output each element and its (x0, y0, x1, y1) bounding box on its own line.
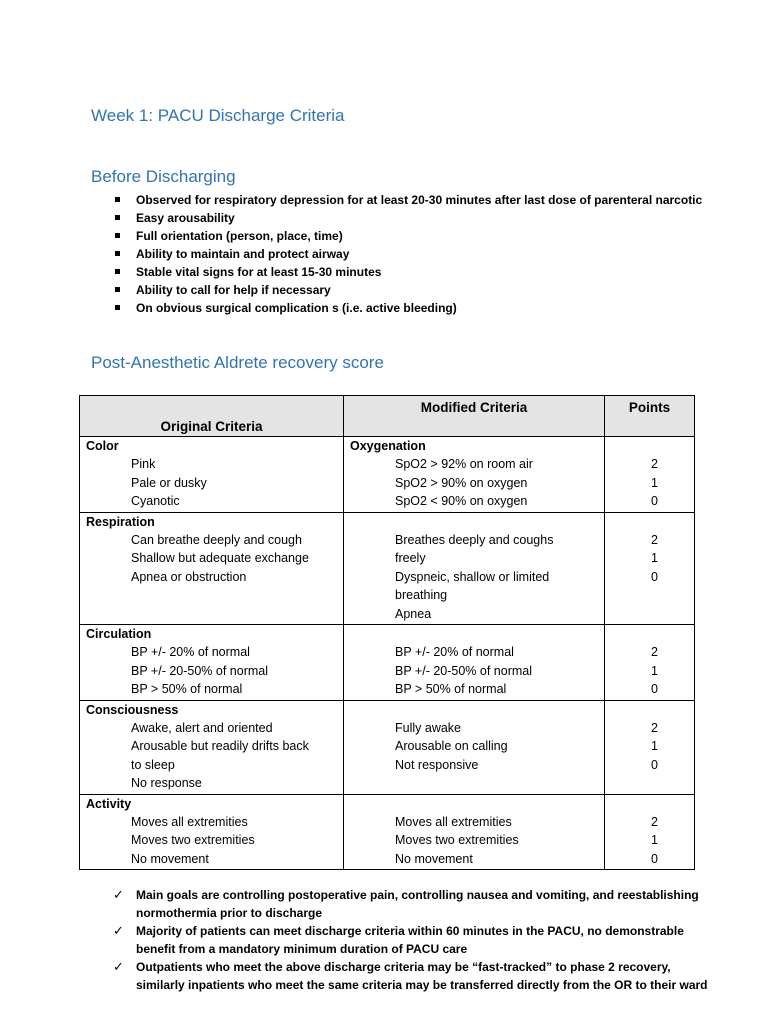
criteria-text: No movement (395, 851, 473, 866)
points-value: 0 (651, 682, 658, 696)
table-row (80, 625, 695, 701)
original-criteria-cell (80, 700, 344, 794)
table-row (80, 794, 695, 870)
criteria-text: BP +/- 20-50% of normal (395, 663, 532, 678)
criteria-text: Apnea (395, 606, 432, 621)
points-value: 2 (651, 532, 658, 547)
list-item: On obvious surgical complication s (i.e. active bleeding) (112, 299, 712, 317)
list-item: Ability to call for help if necessary (112, 281, 712, 299)
criteria-text: freely (395, 551, 426, 565)
table-row (80, 700, 695, 794)
criteria-text: breathing (395, 588, 448, 602)
category-label: Activity (86, 796, 132, 811)
points-value: 1 (651, 739, 658, 753)
modified-criteria-cell (344, 512, 605, 625)
points-cell (605, 794, 695, 870)
points-value: 1 (651, 475, 658, 490)
criteria-text: Arousable but readily drifts back (131, 739, 309, 753)
checklist-item: ✓ Main goals are controlling postoperative pain, controlling nausea and vomiting, and reestablishing normothermia prior to discharge (112, 886, 712, 922)
category-label: Respiration (86, 514, 155, 529)
criteria-text: BP +/- 20% of normal (395, 645, 514, 659)
category-label: Consciousness (86, 702, 179, 717)
section-heading-before-discharging: Before Discharging (91, 167, 236, 186)
original-criteria-cell (80, 625, 344, 701)
points-cell (605, 625, 695, 701)
criteria-text: No movement (131, 851, 209, 866)
points-value: 0 (651, 494, 658, 508)
list-item: Stable vital signs for at least 15-30 minutes (112, 263, 712, 281)
page-title: Week 1: PACU Discharge Criteria (91, 106, 345, 125)
criteria-text: BP +/- 20% of normal (131, 645, 250, 659)
criteria-text: Awake, alert and oriented (131, 720, 273, 735)
criteria-text: Fully awake (395, 720, 461, 735)
criteria-text: BP > 50% of normal (131, 682, 243, 696)
column-header-original: Original Criteria (80, 396, 344, 437)
category-label: Circulation (86, 627, 152, 641)
criteria-text: to sleep (131, 757, 175, 772)
criteria-text: Arousable on calling (395, 739, 508, 753)
points-cell (605, 700, 695, 794)
criteria-text: SpO2 < 90% on oxygen (395, 494, 528, 508)
criteria-text: Can breathe deeply and cough (131, 532, 302, 547)
criteria-text: BP > 50% of normal (395, 682, 507, 696)
criteria-text: Shallow but adequate exchange (131, 551, 309, 565)
table-header-row (80, 396, 695, 437)
table-row (80, 512, 695, 625)
list-item: Full orientation (person, place, time) (112, 227, 712, 245)
points-value: 2 (651, 814, 658, 829)
checklist-item: ✓ Outpatients who meet the above discharge criteria may be “fast-tracked” to phase 2 recovery, similarly inpatients who meet the same criteria may be transferred directly from the OR to their ward (112, 958, 712, 994)
criteria-text: SpO2 > 90% on oxygen (395, 475, 528, 490)
criteria-text: Moves two extremities (131, 833, 255, 847)
points-value: 0 (651, 569, 658, 584)
modified-criteria-cell (344, 700, 605, 794)
criteria-text: No response (131, 776, 202, 790)
criteria-text: Moves all extremities (395, 814, 512, 829)
category-label: Color (86, 439, 119, 453)
criteria-text: Not responsive (395, 757, 479, 772)
points-cell (605, 512, 695, 625)
points-value: 1 (651, 663, 658, 678)
column-header-points: Points (605, 396, 695, 437)
criteria-text: BP +/- 20-50% of normal (131, 663, 268, 678)
aldrete-score-table (79, 395, 695, 870)
modified-criteria-cell (344, 625, 605, 701)
criteria-text: Dyspneic, shallow or limited (395, 569, 550, 584)
criteria-text: Breathes deeply and coughs (395, 532, 554, 547)
checklist-item: ✓ Majority of patients can meet discharge criteria within 60 minutes in the PACU, no demonstrable benefit from a mandatory minimum duration of PACU care (112, 922, 712, 958)
column-header-modified: Modified Criteria (344, 396, 605, 437)
modified-category-label: Oxygenation (350, 439, 426, 453)
points-value: 1 (651, 833, 658, 847)
points-value: 2 (651, 457, 658, 471)
notes-checklist (112, 886, 712, 994)
points-value: 0 (651, 757, 658, 772)
modified-criteria-cell (344, 794, 605, 870)
original-criteria-cell (80, 437, 344, 513)
points-value: 2 (651, 645, 658, 659)
list-item: Ability to maintain and protect airway (112, 245, 712, 263)
criteria-text: Moves all extremities (131, 814, 248, 829)
criteria-text: Moves two extremities (395, 833, 519, 847)
before-discharging-list (112, 191, 712, 317)
points-value: 0 (651, 851, 658, 866)
table-row (80, 437, 695, 513)
original-criteria-cell (80, 794, 344, 870)
original-criteria-cell (80, 512, 344, 625)
criteria-text: Pink (131, 457, 156, 471)
points-value: 2 (651, 720, 658, 735)
points-value: 1 (651, 551, 658, 565)
list-item: Easy arousability (112, 209, 712, 227)
criteria-text: Pale or dusky (131, 475, 207, 490)
section-heading-aldrete: Post-Anesthetic Aldrete recovery score (91, 353, 384, 372)
list-item: Observed for respiratory depression for at least 20-30 minutes after last dose of parenteral narcotic (112, 191, 712, 209)
modified-criteria-cell (344, 437, 605, 513)
criteria-text: Apnea or obstruction (131, 569, 247, 584)
criteria-text: SpO2 > 92% on room air (395, 457, 533, 471)
criteria-text: Cyanotic (131, 494, 180, 508)
points-cell (605, 437, 695, 513)
